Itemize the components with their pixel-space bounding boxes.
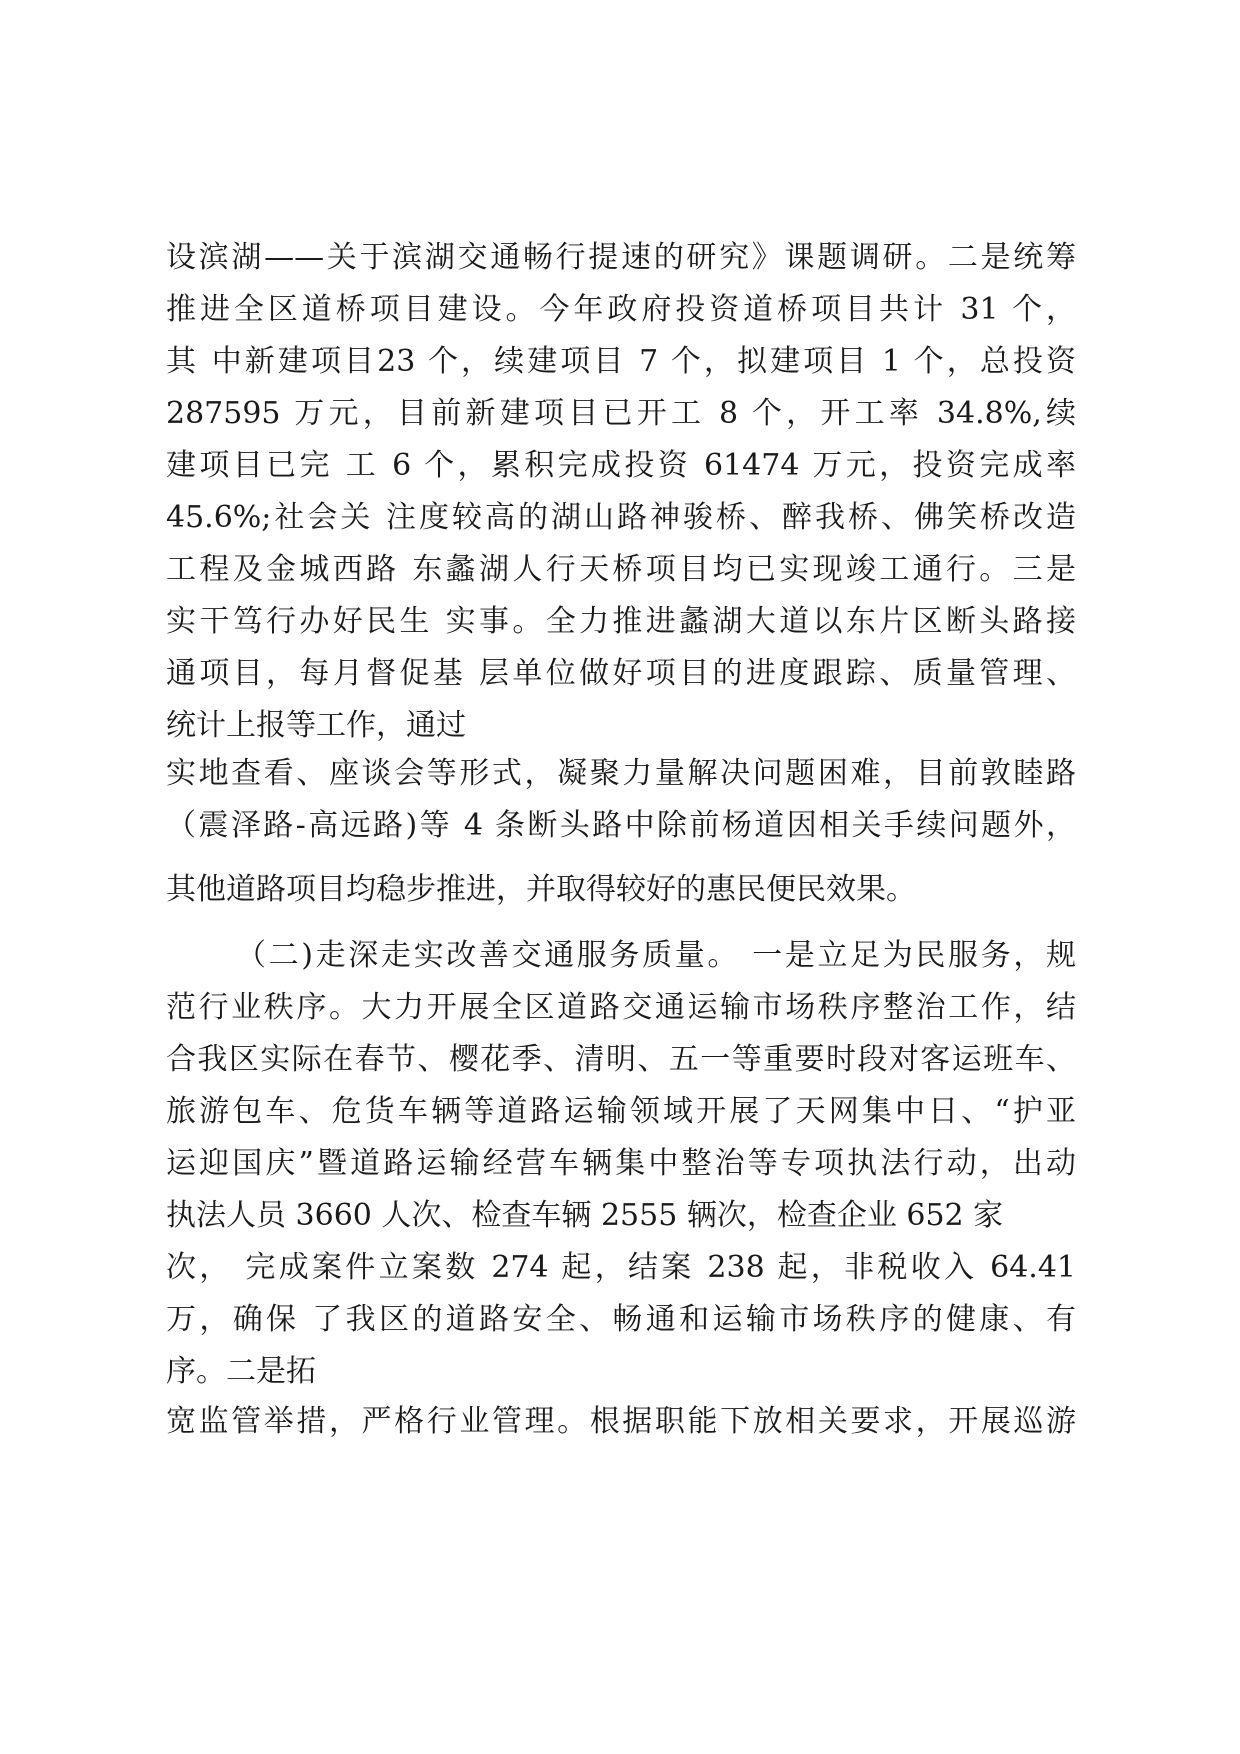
text-line-12: （震泽路-高远路)等 4 条断头路中除前杨道因相关手续问题外，	[166, 808, 1076, 843]
text-line-21: 万，确保 了我区的道路安全、畅通和运输市场秩序的健康、有	[166, 1302, 1076, 1337]
text-line-2: 推进全区道桥项目建设。今年政府投资道桥项目共计 31 个，	[166, 292, 1076, 327]
text-line-6: 45.6%;社会关 注度较高的湖山路神骏桥、醉我桥、佛笑桥改造	[166, 500, 1076, 535]
text-line-18: 运迎国庆”暨道路运输经营车辆集中整治等专项执法行动，出动	[166, 1146, 1076, 1181]
text-line-10: 统计上报等工作，通过	[166, 708, 466, 743]
text-line-20: 次， 完成案件立案数 274 起，结案 238 起，非税收入 64.41	[166, 1250, 1076, 1285]
text-line-23: 宽监管举措，严格行业管理。根据职能下放相关要求，开展巡游	[166, 1404, 1076, 1439]
text-line-22: 序。二是拓	[166, 1354, 316, 1389]
text-line-19: 执法人员 3660 人次、检查车辆 2555 辆次，检查企业 652 家	[166, 1198, 1004, 1233]
text-line-5: 建项目已完 工 6 个，累积完成投资 61474 万元，投资完成率	[166, 448, 1076, 483]
text-line-7: 工程及金城西路 东蠡湖人行天桥项目均已实现竣工通行。三是	[166, 552, 1076, 587]
text-line-9: 通项目，每月督促基 层单位做好项目的进度跟踪、质量管理、	[166, 656, 1076, 691]
text-line-11: 实地查看、座谈会等形式，凝聚力量解决问题困难，目前敦睦路	[166, 756, 1076, 791]
section-heading-line: （二)走深走实改善交通服务质量。 一是立足为民服务，规	[236, 938, 1076, 973]
text-line-1: 设滨湖——关于滨湖交通畅行提速的研究》课题调研。二是统筹	[166, 240, 1076, 275]
text-line-13: 其他道路项目均稳步推进，并取得较好的惠民便民效果。	[166, 872, 916, 907]
text-line-3: 其 中新建项目23 个，续建项目 7 个，拟建项目 1 个，总投资	[166, 344, 1076, 379]
text-line-4: 287595 万元，目前新建项目已开工 8 个，开工率 34.8%,续	[166, 396, 1076, 431]
text-line-15: 范行业秩序。大力开展全区道路交通运输市场秩序整治工作，结	[166, 990, 1076, 1025]
text-line-8: 实干笃行办好民生 实事。全力推进蠡湖大道以东片区断头路接	[166, 604, 1076, 639]
text-line-16: 合我区实际在春节、樱花季、清明、五一等重要时段对客运班车、	[166, 1042, 1076, 1077]
text-line-17: 旅游包车、危货车辆等道路运输领域开展了天网集中日、“护亚	[166, 1094, 1076, 1129]
